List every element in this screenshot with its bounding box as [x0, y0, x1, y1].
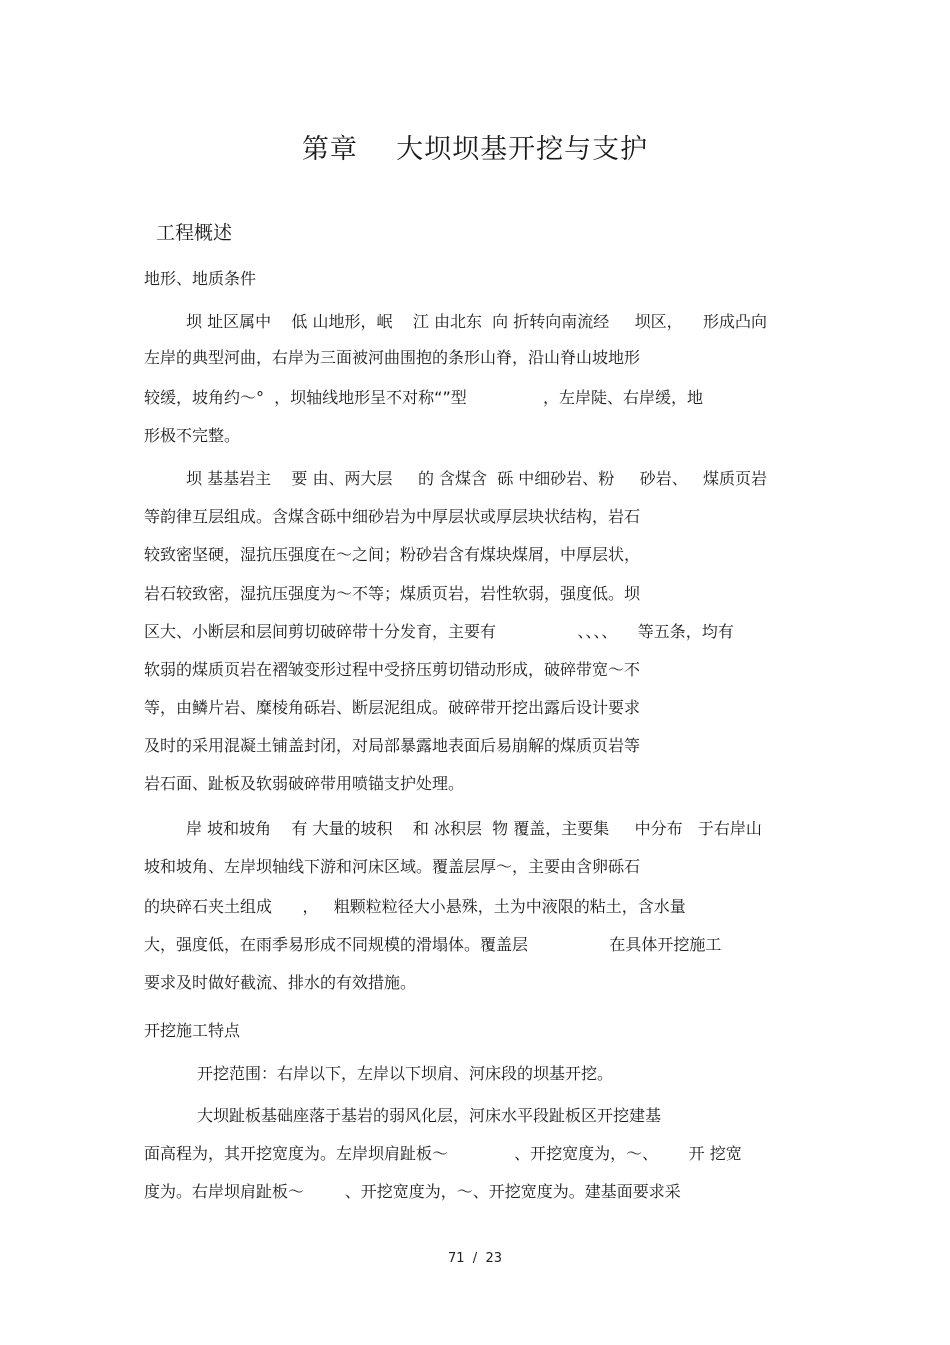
paragraph-line: 的块碎石夹土组成 ， 粗颗粒粒径大小悬殊，土为中液限的粘土，含水量 — [144, 897, 686, 916]
paragraph-line: 坡和坡角、左岸坝轴线下游和河床区域。覆盖层厚～，主要由含卵砾石 — [144, 857, 641, 876]
paragraph-line: 岩石较致密，湿抗压强度为～不等；煤质页岩，岩性软弱，强度低。坝 — [144, 584, 641, 603]
paragraph-line: 岩石面、趾板及软弱破碎带用喷锚支护处理。 — [144, 774, 465, 793]
paragraph-line: 度为。右岸坝肩趾板～ 、开挖宽度为，～、开挖宽度为。建基面要求采 — [144, 1182, 681, 1201]
paragraph-line: 坝 址区属中 低 山地形，岷 江 由北东 向 折转向南流经 坝区， 形成凸向 — [186, 312, 767, 331]
paragraph-line: 等韵律互层组成。含煤含砾中细砂岩为中厚层状或厚层块状结构，岩石 — [144, 507, 641, 526]
paragraph-line: 面高程为，其开挖宽度为。左岸坝肩趾板～ 、开挖宽度为，～、 开 挖宽 — [144, 1144, 742, 1163]
paragraph-line: 大，强度低，在雨季易形成不同规模的滑塌体。覆盖层 在具体开挖施工 — [144, 935, 722, 954]
paragraph-line: 较致密坚硬，湿抗压强度在～之间；粉砂岩含有煤块煤屑，中厚层状， — [144, 545, 641, 564]
paragraph-line: 区大、小断层和层间剪切破碎带十分发育，主要有 、、、、 等五条，均有 — [144, 622, 734, 641]
paragraph-line: 大坝趾板基础座落于基岩的弱风化层，河床水平段趾板区开挖建基 — [197, 1106, 662, 1125]
paragraph-line: 软弱的煤质页岩在褶皱变形过程中受挤压剪切错动形成，破碎带宽～不 — [144, 660, 641, 679]
subsection-heading-excavation: 开挖施工特点 — [144, 1021, 241, 1040]
paragraph-line: 岸 坡和坡角 有 大量的坡积 和 冰积层 物 覆盖，主要集 中分布 于右岸山 — [186, 819, 762, 838]
paragraph-line: 等，由鳞片岩、糜棱角砾岩、断层泥组成。破碎带开挖出露后设计要求 — [144, 698, 641, 717]
paragraph-line: 及时的采用混凝土铺盖封闭，对局部暴露地表面后易崩解的煤质页岩等 — [144, 736, 641, 755]
paragraph-line: 要求及时做好截流、排水的有效措施。 — [144, 973, 417, 992]
paragraph-line: 较缓，坡角约～° ，坝轴线地形呈不对称“”型 ，左岸陡、右岸缓，地 — [144, 388, 704, 407]
chapter-title: 第章 大坝坝基开挖与支护 — [301, 134, 649, 165]
paragraph-line: 形极不完整。 — [144, 426, 241, 445]
paragraph-line: 左岸的典型河曲，右岸为三面被河曲围抱的条形山脊，沿山脊山坡地形 — [144, 348, 641, 367]
section-heading: 工程概述 — [156, 222, 233, 244]
paragraph-line: 开挖范围：右岸以下，左岸以下坝肩、河床段的坝基开挖。 — [197, 1064, 614, 1083]
paragraph-line: 坝 基基岩主 要 由、两大层 的 含煤含 砾 中细砂岩、粉 砂岩、 煤质页岩 — [186, 469, 767, 488]
subsection-heading-terrain: 地形、地质条件 — [144, 269, 257, 288]
page-number: 71 / 23 — [448, 1251, 502, 1266]
